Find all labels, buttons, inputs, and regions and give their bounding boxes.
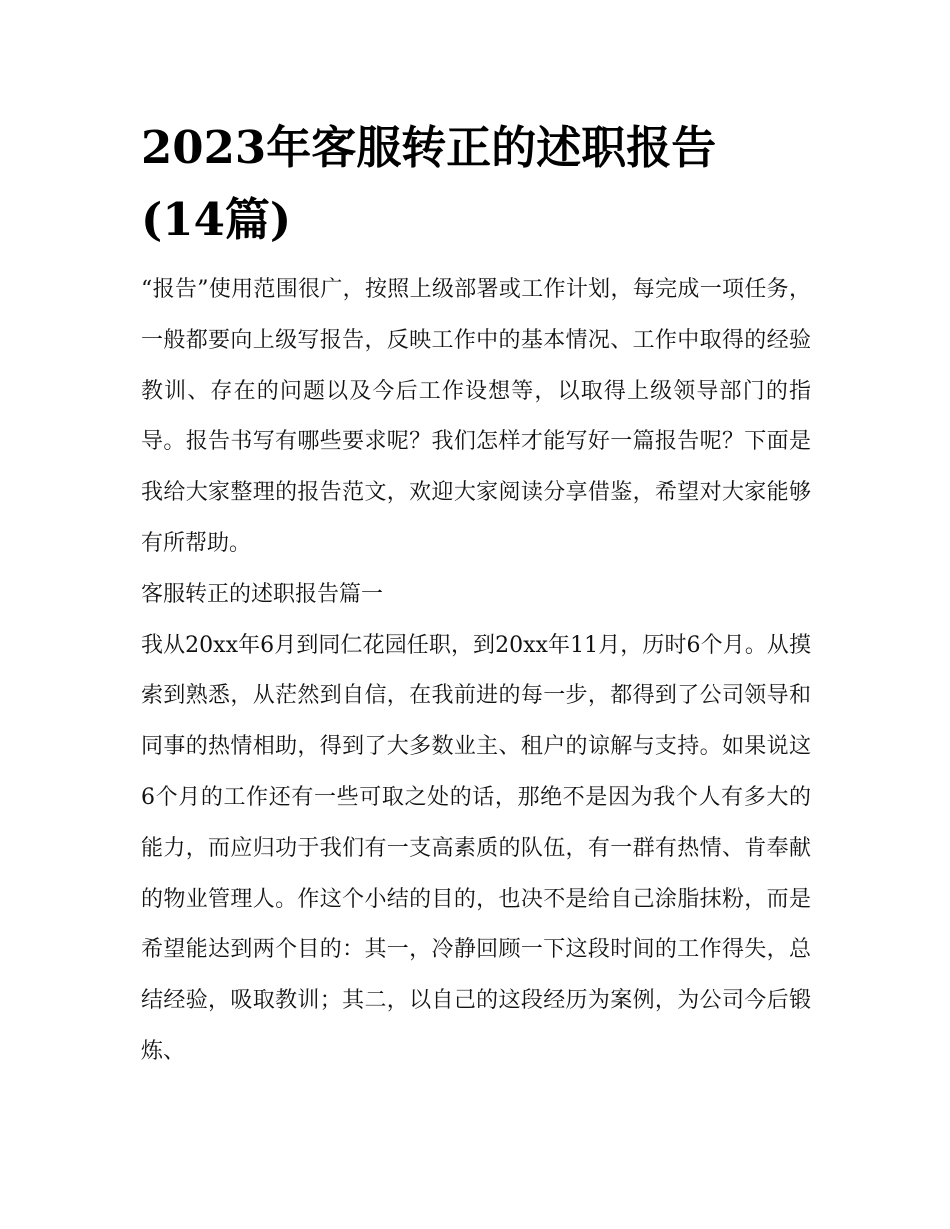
body-paragraph: 我从20xx年6月到同仁花园任职，到20xx年11月，历时6个月。从摸索到熟悉，从茫然到自信，在我前进的每一步，都得到了公司领导和同事的热情相助，得到了大多数业主、租户的谅解与支持。如果说这6个月的工作还有一些可取之处的话，那绝不是因为我个人有多大的能力，而应归功于我们有一支高素质的队伍，有一群有热情、肯奉献的物业管理人。作这个小结的目的，也决不是给自己涂脂抹粉，而是希望能达到两个目的：其一，冷静回顾一下这段时间的工作得失，总结经验，吸取教训；其二，以自己的这段经历为案例，为公司今后锻炼、 bbox=[141, 632, 811, 1064]
title-line-1: 2023年客服转正的述职报告 bbox=[141, 121, 717, 174]
section-heading: 客服转正的述职报告篇一 bbox=[141, 581, 384, 607]
document-content bbox=[141, 112, 811, 1078]
intro-paragraph: “报告”使用范围很广，按照上级部署或工作计划，每完成一项任务，一般都要向上级写报告，反映工作中的基本情况、工作中取得的经验教训、存在的问题以及今后工作设想等，以取得上级领导部门的指导。报告书写有哪些要求呢？我们怎样才能写好一篇报告呢？下面是我给大家整理的报告范文，欢迎大家阅读分享借鉴，希望对大家能够有所帮助。 bbox=[141, 277, 811, 556]
title-line-2: (14篇) bbox=[141, 193, 292, 246]
document-body bbox=[141, 265, 811, 1078]
document-title bbox=[141, 112, 811, 256]
